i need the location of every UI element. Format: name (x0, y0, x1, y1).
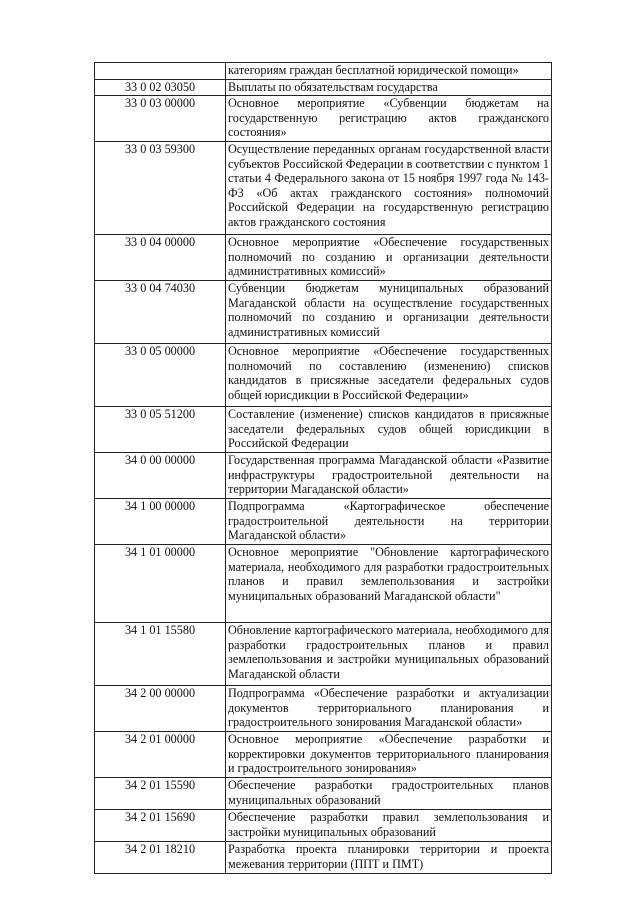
row-description: категориям граждан бесплатной юридической помощи» (226, 63, 552, 80)
row-code: 34 2 01 15590 (95, 778, 226, 810)
table-row (95, 96, 552, 142)
row-code: 34 0 00 00000 (95, 453, 226, 499)
row-description: Обновление картографического материала, необходимого для разработки градостроительных планов и правил землепользования и застройки муниципальных образований Магаданской области (226, 623, 552, 686)
row-description: Основное мероприятие «Субвенции бюджетам на государственную регистрацию актов гражданского состояния» (226, 96, 552, 142)
row-code: 34 2 01 00000 (95, 732, 226, 778)
row-description: Разработка проекта планировки территории и проекта межевания территории (ППТ и ПМТ) (226, 842, 552, 874)
row-description: Подпрограмма «Картографическое обеспечение градостроительной деятельности на территории Магаданской области» (226, 499, 552, 545)
table-row (95, 842, 552, 874)
row-description: Выплаты по обязательствам государства (226, 80, 552, 96)
table-row (95, 732, 552, 778)
row-code: 33 0 05 51200 (95, 407, 226, 453)
table-row (95, 281, 552, 344)
table-row (95, 545, 552, 623)
row-code: 34 2 00 00000 (95, 686, 226, 732)
table-row (95, 63, 552, 80)
row-description: Подпрограмма «Обеспечение разработки и актуализации документов территориального планирования и градостроительного зонирования Магаданской области» (226, 686, 552, 732)
row-code: 33 0 03 00000 (95, 96, 226, 142)
table-row (95, 453, 552, 499)
row-description: Обеспечение разработки градостроительных планов муниципальных образований (226, 778, 552, 810)
table-row (95, 80, 552, 96)
table-row (95, 407, 552, 453)
row-description: Субвенции бюджетам муниципальных образований Магаданской области на осуществление государственных полномочий по созданию и организации деятельности административных комиссий (226, 281, 552, 344)
budget-classification-table (94, 62, 552, 874)
row-description: Основное мероприятие «Обеспечение государственных полномочий по созданию и организации деятельности административных комиссий» (226, 235, 552, 281)
row-code: 33 0 02 03050 (95, 80, 226, 96)
row-code: 34 2 01 15690 (95, 810, 226, 842)
row-code: 34 1 01 00000 (95, 545, 226, 623)
row-description: Основное мероприятие "Обновление картографического материала, необходимого для разработки градостроительных планов и правил землепользования и застройки муниципальных образований Магаданской области" (226, 545, 552, 623)
row-description: Обеспечение разработки правил землепользования и застройки муниципальных образований (226, 810, 552, 842)
row-code: 34 2 01 18210 (95, 842, 226, 874)
table-row (95, 499, 552, 545)
row-description: Государственная программа Магаданской области «Развитие инфраструктуры градостроительной деятельности на территории Магаданской области» (226, 453, 552, 499)
row-code (95, 63, 226, 80)
table-row (95, 778, 552, 810)
table-row (95, 235, 552, 281)
table-row (95, 142, 552, 235)
row-description: Составление (изменение) списков кандидатов в присяжные заседатели федеральных судов общей юрисдикции в Российской Федерации (226, 407, 552, 453)
row-description: Основное мероприятие «Обеспечение разработки и корректировки документов территориального планирования и градостроительного зонирования» (226, 732, 552, 778)
table-row (95, 344, 552, 407)
table-row (95, 623, 552, 686)
table-row (95, 810, 552, 842)
row-code: 33 0 04 00000 (95, 235, 226, 281)
row-description: Основное мероприятие «Обеспечение государственных полномочий по составлению (изменению) списков кандидатов в присяжные заседатели федеральных судов общей юрисдикции в Российской Федерации» (226, 344, 552, 407)
table-row (95, 686, 552, 732)
row-code: 33 0 04 74030 (95, 281, 226, 344)
row-code: 34 1 00 00000 (95, 499, 226, 545)
row-description: Осуществление переданных органам государственной власти субъектов Российской Федерации в соответствии с пунктом 1 статьи 4 Федерального закона от 15 ноября 1997 года № 143-ФЗ «Об актах гражданского состояния» полномочий Российской Федерации на государственную регистрацию актов гражданского состояния (226, 142, 552, 235)
row-code: 33 0 05 00000 (95, 344, 226, 407)
row-code: 33 0 03 59300 (95, 142, 226, 235)
document-page (94, 62, 552, 874)
row-code: 34 1 01 15580 (95, 623, 226, 686)
